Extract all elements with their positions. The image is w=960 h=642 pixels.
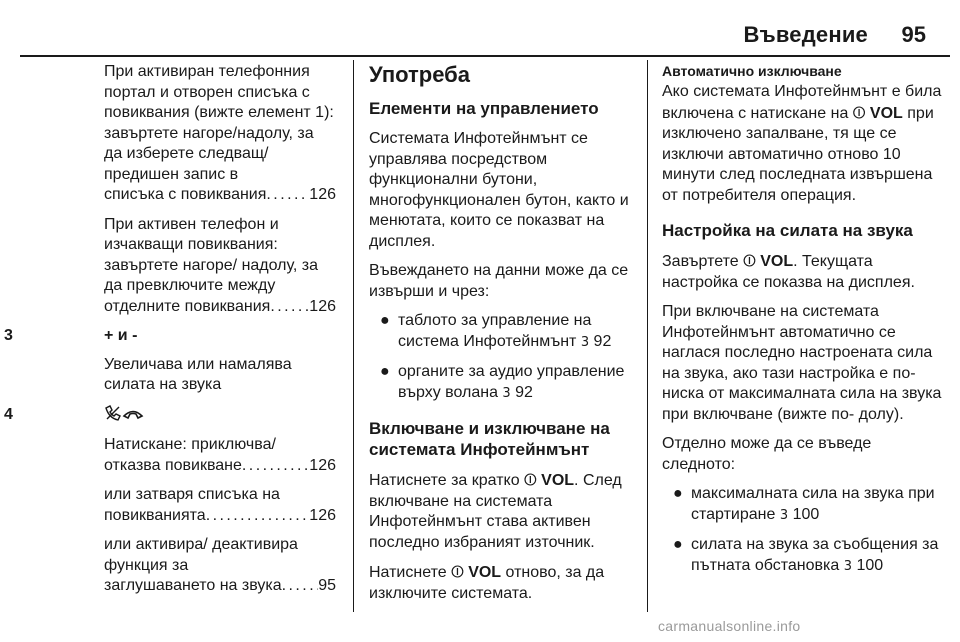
section-title: Употреба	[369, 62, 471, 87]
column-divider-1	[353, 60, 354, 612]
toc-line: списъка с повиквания . . . 126	[104, 185, 336, 206]
bullet-icon: ●	[673, 485, 683, 502]
section-subtitle: Елементи на управлението	[369, 99, 599, 118]
item-4-entry-2: или затваря списъка на повикванията . . . 126	[0, 485, 345, 526]
left-column	[0, 62, 345, 606]
bullet-item: ● таблото за управление на система Инфотейнмънт 3 92	[380, 312, 612, 350]
paragraph: Натиснете за кратко ⏼ VOL. След включване на системата Инфотейнмънт става активен последно избраният източник.	[369, 470, 622, 551]
page-header	[0, 0, 960, 56]
bullet-item: ● органите за аудио управление върху волана 3 92	[380, 363, 625, 401]
waiting-calls-text: При активен телефон и изчакващи повиквания: завъртете нагоре/ надолу, за да превключите между отделните повиквания . . . 126	[0, 215, 345, 318]
power-icon: ⏼	[743, 251, 756, 270]
item-4	[0, 405, 345, 428]
page-title: Въведение	[743, 22, 868, 47]
page-number: 95	[901, 22, 926, 47]
bullet-icon: ●	[380, 312, 390, 329]
ref-arrow-icon: 3	[502, 385, 511, 401]
item-label: + и -	[104, 327, 138, 344]
toc-line: отделните повиквания . . . 126	[104, 297, 336, 318]
middle-column	[369, 62, 637, 613]
item-4-entry-3: или активира/ деактивира функция за заглушаването на звука . . . 95	[0, 535, 345, 597]
bullet-item: ● максималната сила на звука при стартиране 3 100	[673, 485, 935, 523]
paragraph: Завъртете ⏼ VOL. Текущата настройка се показва на дисплея.	[662, 251, 915, 291]
page-ref: 92	[515, 383, 533, 401]
power-icon: ⏼	[524, 470, 537, 489]
paragraph: Системата Инфотейнмънт се управлява посредством функционални бутони, многофункционален бутон, както и менютата, които се показват на дисплея.	[369, 130, 629, 250]
ref-arrow-icon: 3	[779, 507, 789, 523]
item-number: 3	[4, 327, 13, 344]
paragraph: Ако системата Инфотейнмънт е била включена с натискане на ⏼ VOL при изключено запалване, тя ще се изключи автоматично отново 10 минути след последната извършена от потребителя операция.	[662, 83, 942, 204]
page-ref: 126	[309, 506, 336, 524]
item-number: 4	[4, 405, 13, 423]
column-divider-2	[647, 60, 648, 612]
page-ref: 126	[309, 186, 336, 203]
header-rule	[20, 55, 950, 57]
item-3	[0, 326, 345, 347]
toc-line: отказва повикване . . . 126	[104, 456, 336, 477]
phone-icon	[104, 405, 144, 421]
watermark: carmanualsonline.info	[658, 618, 801, 634]
call-list-scroll-text: При активиран телефонния портал и отворен списъка с повиквания (вижте елемент 1): завъртете нагоре/надолу, за да изберете следващ/ предишен запис в списъка с повиквания . . . 126	[0, 62, 345, 206]
page-ref: 92	[593, 332, 612, 350]
section-heading: Включване и изключване на системата Инфотейнмънт	[369, 419, 610, 459]
right-column	[662, 62, 947, 586]
paragraph: Въвеждането на данни може да се извърши и чрез:	[369, 262, 629, 300]
ref-arrow-icon: 3	[843, 558, 853, 574]
page-ref: 126	[309, 297, 336, 315]
toc-line: повикванията . . . 126	[104, 506, 336, 527]
ref-arrow-icon: 3	[580, 334, 590, 350]
page-ref: 100	[856, 556, 884, 574]
toc-line: заглушаването на звука . . . 95	[104, 576, 336, 597]
page-ref: 100	[792, 505, 820, 523]
subsection-heading: Автоматично изключване	[662, 63, 842, 79]
power-icon: ⏼	[852, 102, 866, 122]
paragraph: При включване на системата Инфотейнмънт автоматично се наглася последно настроената сила на звука, ако тази настройка е по-ниска от максималната сила на звука при включване (вижте по- долу).	[662, 303, 942, 423]
item-3-description: Увеличава или намалява силата на звука	[104, 355, 292, 393]
power-icon: ⏼	[451, 562, 464, 581]
phone-and-hangup-icons	[104, 408, 144, 425]
page-ref: 126	[309, 456, 336, 474]
bullet-item: ● силата на звука за съобщения за пътната обстановка 3 100	[673, 536, 939, 574]
bullet-icon: ●	[673, 536, 683, 553]
paragraph: Натиснете ⏼ VOL отново, за да изключите системата.	[369, 562, 605, 602]
page-ref: 95	[318, 577, 336, 594]
bullet-icon: ●	[380, 363, 390, 380]
paragraph: Отделно може да се въведе следното:	[662, 435, 872, 473]
item-4-entry-1: Натискане: приключва/ отказва повикване . . . 126	[0, 435, 345, 476]
section-heading: Настройка на силата на звука	[662, 221, 913, 240]
